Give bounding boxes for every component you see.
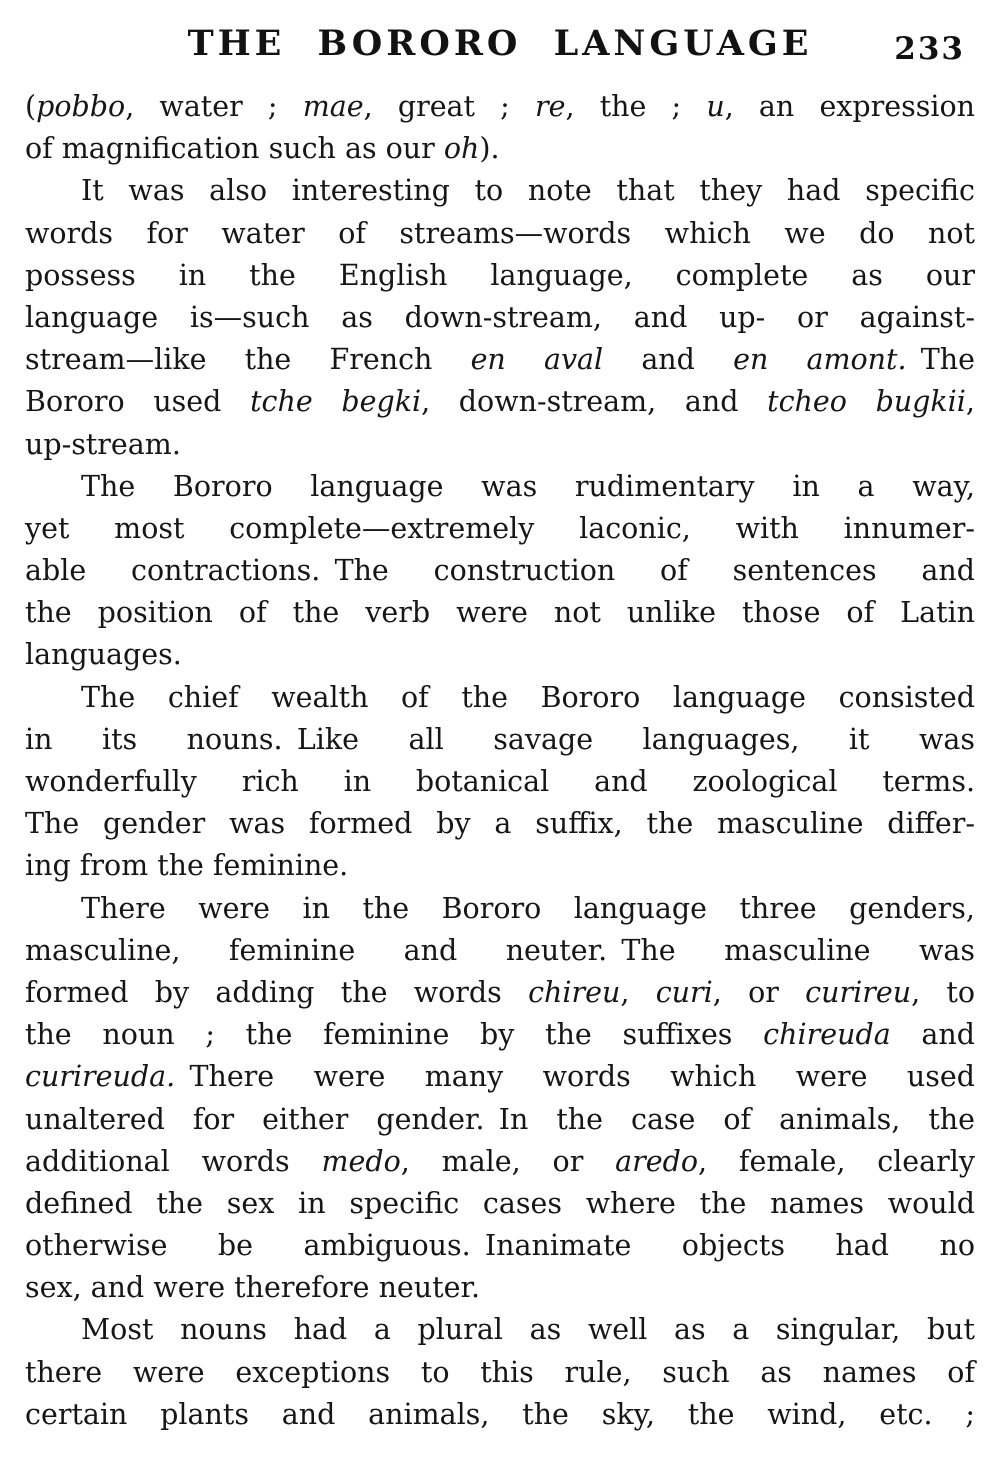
text-segment: Most nouns had a plural as well as a singular, but [81,1313,975,1347]
text-line [25,677,975,719]
text-segment: , great ; [363,90,535,123]
text-segment: there were exceptions to this rule, such as names of [25,1355,975,1389]
text-line [25,1309,975,1351]
text-segment: yet most complete—extremely laconic, with innumer- [25,511,975,545]
italic-text-segment: tcheo bugkii [767,385,966,419]
text-segment: additional words [25,1144,322,1178]
text-segment: masculine, feminine and neuter. The masculine was [25,933,975,967]
text-segment: the noun ; the feminine by the suffixes [25,1018,764,1052]
text-line [25,1352,975,1394]
italic-text-segment: medo [321,1144,401,1178]
italic-text-segment: en amont. [733,343,907,377]
text-segment: The Bororo language was rudimentary in a way, [81,469,975,503]
text-segment: stream—like the French [25,343,471,377]
italic-text-segment: en aval [470,343,604,377]
text-segment: The chief wealth of the Bororo language consisted [81,680,975,714]
text-segment: , an expression [724,90,975,123]
italic-text-segment: tche begki [250,385,422,419]
text-line [25,508,975,550]
text-line [25,297,975,339]
text-segment: The [906,343,975,377]
text-block [25,86,975,1436]
text-segment: wonderfully rich in botanical and zoological terms. [25,765,975,798]
text-segment: , the ; [565,90,707,123]
text-segment: unaltered for either gender. In the case of animals, the [25,1102,975,1136]
text-segment: There were many words which were used [175,1060,975,1094]
text-segment: possess in the English language, complete as our [25,258,975,292]
text-line [25,550,975,592]
paragraph [25,466,975,677]
text-segment: defined the sex in specific cases where the names would [25,1186,975,1220]
text-segment: otherwise be ambiguous. Inanimate objects had no [25,1229,975,1263]
paragraph [25,86,975,170]
text-segment: languages. [25,638,182,672]
text-segment: able contractions. The construction of sentences and [25,554,975,588]
text-segment: , [620,975,656,1009]
italic-text-segment: mae [302,90,364,123]
italic-text-segment: chireuda [763,1018,891,1052]
italic-text-segment: u [706,90,725,123]
text-segment: , or [712,975,806,1009]
text-segment: language is—such as down-stream, and up- or against- [25,300,975,334]
italic-text-segment: curireuda. [25,1060,176,1094]
text-line [25,1099,975,1141]
text-segment: ( [25,90,37,123]
italic-text-segment: oh [443,132,480,166]
text-segment: , water ; [125,90,303,123]
paragraph [25,888,975,1310]
text-segment: ing from the feminine. [25,849,349,883]
text-segment: certain plants and animals, the sky, the wind, etc. ; [25,1397,975,1431]
paragraph [25,677,975,888]
text-line [25,1394,975,1436]
text-segment: the position of the verb were not unlike those of Latin [25,596,975,630]
text-line [25,634,975,676]
text-line [25,592,975,634]
text-segment: , female, clearly [698,1144,975,1178]
text-line [25,128,975,170]
text-line [25,1014,975,1056]
text-segment: The gender was formed by a suffix, the masculine differ- [25,807,975,841]
text-segment: , [965,385,975,419]
text-segment: ). [479,132,500,166]
text-line [25,466,975,508]
text-line [25,761,975,803]
text-segment: , male, or [400,1144,616,1178]
text-line [25,1056,975,1098]
text-segment: sex, and were therefore neuter. [25,1271,481,1305]
text-line [25,1141,975,1183]
text-line [25,719,975,761]
text-line [25,972,975,1014]
text-line [25,888,975,930]
text-line [25,170,975,212]
text-segment: , down-stream, and [421,385,768,419]
text-segment: in its nouns. Like all savage languages, it was [25,722,975,756]
text-segment: and [603,343,734,377]
text-line [25,424,975,466]
text-segment: It was also interesting to note that they had specific [81,174,975,208]
italic-text-segment: curireu [805,975,912,1009]
text-line [25,213,975,255]
text-line [25,1225,975,1267]
italic-text-segment: chireu [528,975,621,1009]
page-number: 233 [894,31,965,67]
paragraph [25,170,975,465]
text-line [25,86,975,128]
italic-text-segment: aredo [615,1144,699,1178]
text-segment: Bororo used [25,385,251,419]
text-line [25,930,975,972]
text-segment: formed by adding the words [25,975,529,1009]
text-segment: up-stream. [25,427,181,461]
text-line [25,381,975,423]
italic-text-segment: pobbo [36,90,126,123]
paragraph [25,1309,975,1436]
text-line [25,255,975,297]
text-line [25,1267,975,1309]
text-segment: There were in the Bororo language three genders, [81,891,975,925]
text-line [25,845,975,887]
running-title: THE BORORO LANGUAGE [187,23,813,64]
text-line [25,803,975,845]
italic-text-segment: curi [655,975,713,1009]
text-line [25,1183,975,1225]
text-line [25,339,975,381]
text-segment: , to [911,975,976,1009]
text-segment: and [890,1018,976,1052]
text-segment: words for water of streams—words which we do not [25,216,975,250]
text-segment: of magnification such as our [25,132,444,166]
page-header [25,24,975,68]
italic-text-segment: re [534,90,566,123]
